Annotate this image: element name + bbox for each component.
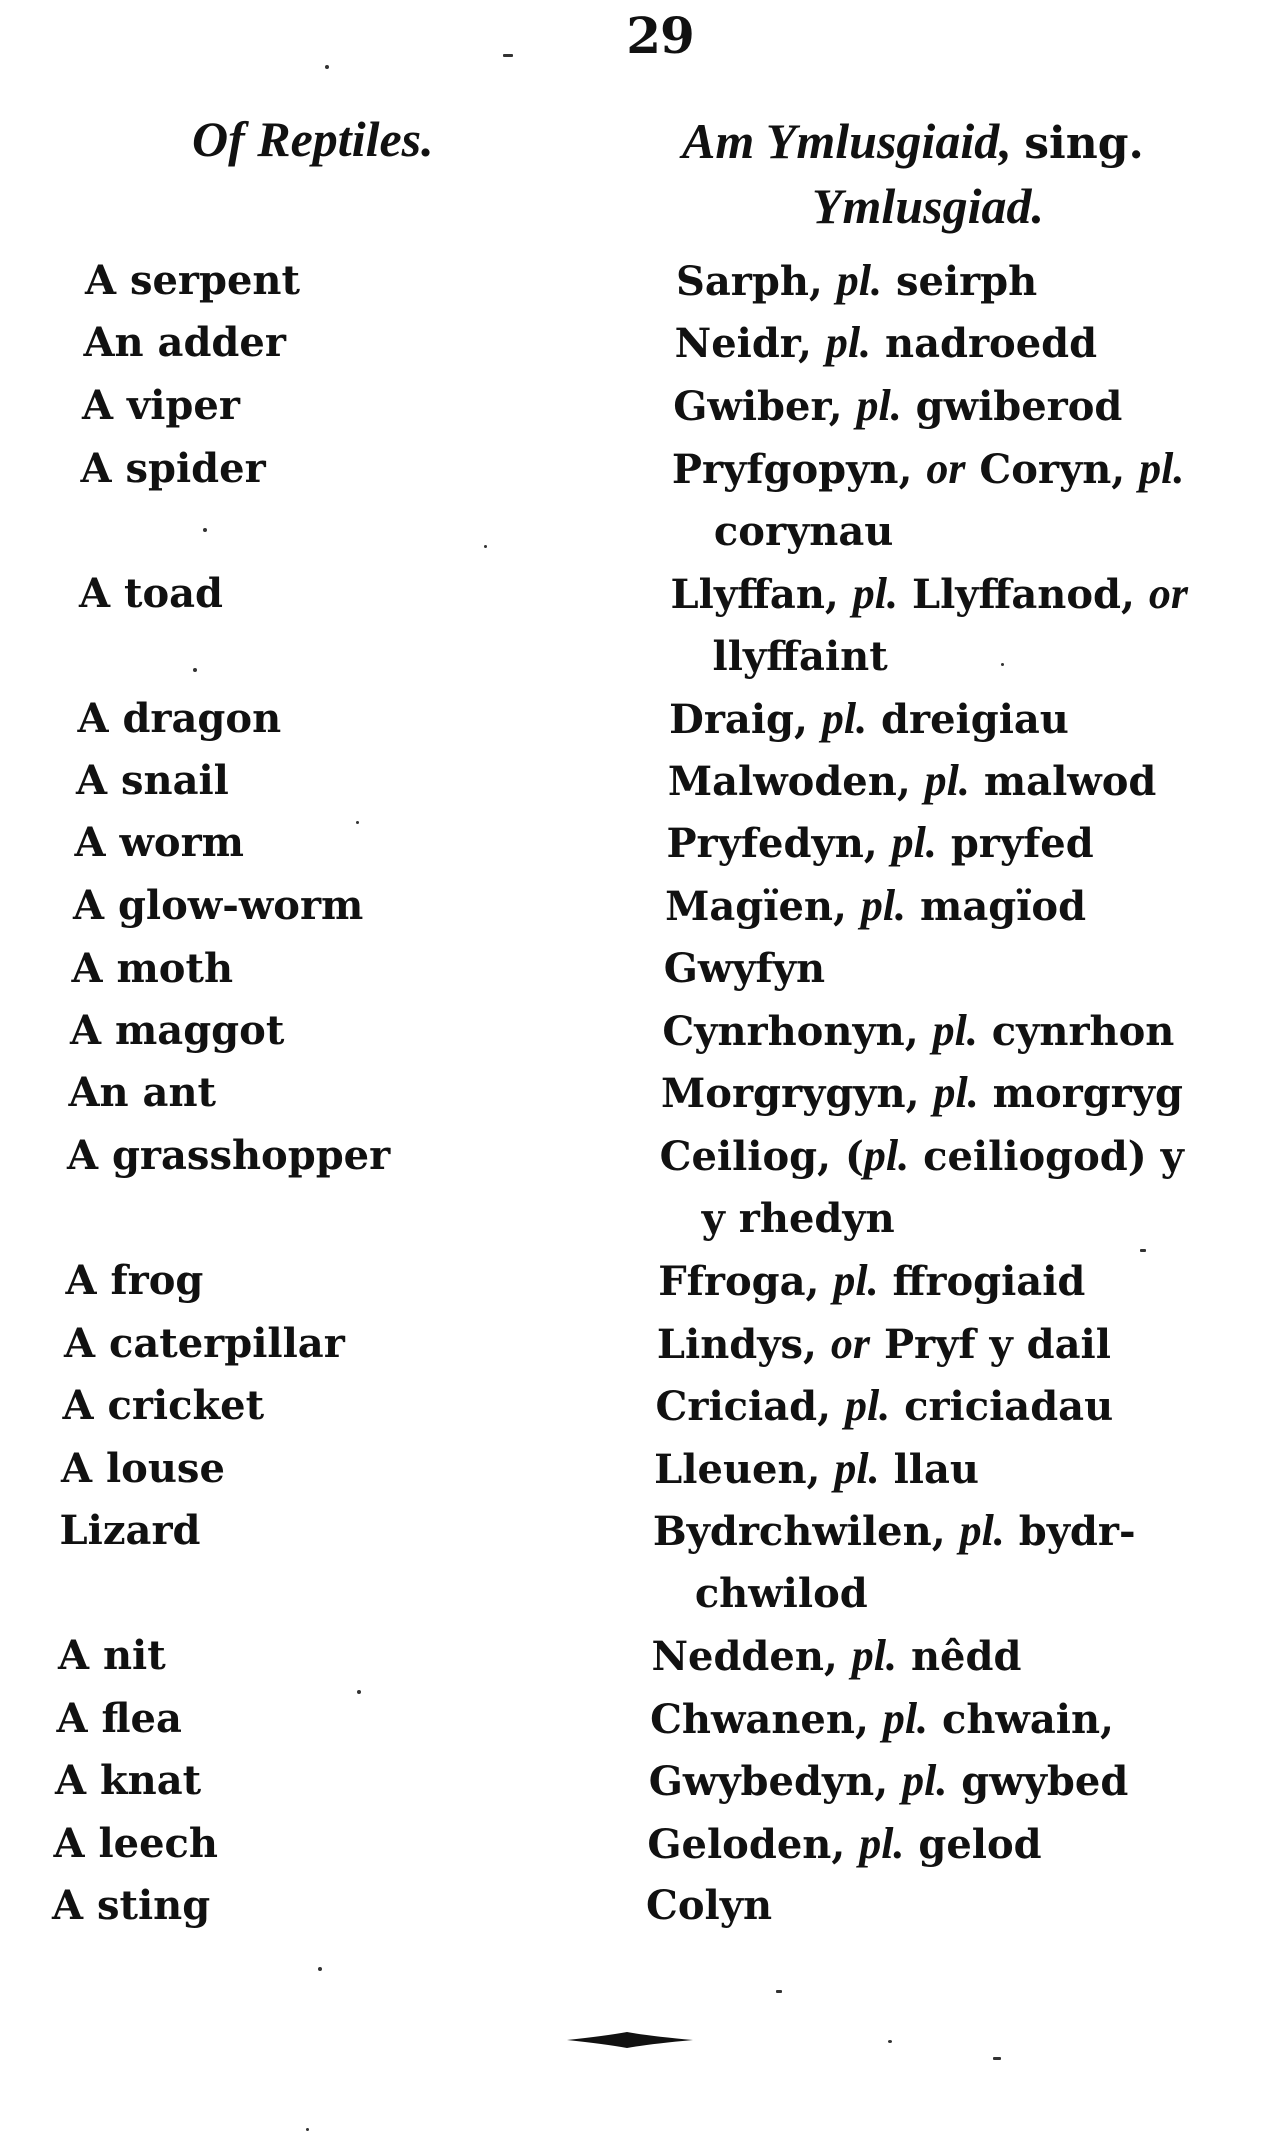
welsh-translation (668, 750, 1157, 813)
welsh-text: chwain, (928, 1696, 1114, 1743)
welsh-translation (669, 688, 1069, 751)
welsh-text: Geloden, (647, 1821, 860, 1868)
welsh-translation (661, 1062, 1183, 1125)
english-term: A dragon (77, 695, 282, 742)
english-term: A moth (71, 945, 234, 992)
print-speck (484, 545, 487, 548)
welsh-text: Llyffanod, (898, 571, 1149, 618)
english-term: A cricket (62, 1382, 265, 1429)
welsh-abbreviation: or (1148, 569, 1188, 618)
welsh-text: Criciad, (655, 1383, 845, 1430)
english-term: A grasshopper (67, 1132, 391, 1179)
english-term: A maggot (70, 1007, 285, 1054)
welsh-translation (657, 1313, 1111, 1376)
welsh-text: Ffroga, (658, 1258, 834, 1305)
english-term: A caterpillar (64, 1320, 345, 1367)
welsh-translation (665, 875, 1086, 938)
english-term: A serpent (85, 257, 300, 304)
english-term: A flea (56, 1695, 182, 1742)
welsh-text: Nedden, (651, 1633, 852, 1680)
print-speck (318, 1967, 322, 1971)
page-number: 29 (626, 6, 694, 65)
welsh-heading-title: Am Ymlusgiaid, (682, 113, 1012, 169)
print-speck (888, 2040, 892, 2043)
english-term: A glow-worm (73, 882, 364, 929)
welsh-text: Malwoden, (667, 758, 925, 805)
welsh-text: gwiberod (901, 383, 1123, 430)
welsh-abbreviation: pl. (932, 1006, 978, 1055)
welsh-text: Gwybedyn, (648, 1758, 903, 1805)
welsh-text: Neidr, (674, 320, 826, 367)
welsh-text: nadroedd (871, 320, 1098, 367)
welsh-translation (649, 1750, 1129, 1813)
welsh-translation (660, 1125, 1184, 1250)
welsh-abbreviation: pl. (902, 1756, 948, 1805)
welsh-text: llau (879, 1446, 979, 1493)
welsh-text: gwybed (947, 1758, 1129, 1805)
welsh-abbreviation: pl. (856, 381, 902, 430)
welsh-abbreviation: pl. (882, 1694, 929, 1743)
end-flourish-ornament (565, 2030, 695, 2050)
welsh-text: Cynrhonyn, (662, 1008, 933, 1055)
welsh-translation (646, 1875, 772, 1937)
welsh-translation (672, 438, 1184, 563)
welsh-translation (653, 1500, 1136, 1625)
welsh-continuation: y rhedyn (701, 1195, 895, 1242)
welsh-translation (647, 1813, 1041, 1876)
print-speck (1140, 1249, 1146, 1252)
welsh-text: Magïen, (665, 883, 861, 930)
welsh-text: malwod (969, 758, 1157, 805)
welsh-translation (658, 1250, 1085, 1313)
welsh-abbreviation: pl. (863, 1131, 910, 1180)
english-term: A viper (82, 382, 240, 429)
welsh-heading-singular: Ymlusgiad. (812, 178, 1044, 234)
welsh-text: Lleuen, (654, 1446, 835, 1493)
welsh-text: Gwiber, (673, 383, 857, 430)
welsh-text: Pryfgopyn, (671, 446, 927, 493)
welsh-translation (673, 375, 1122, 438)
welsh-text: Lindys, (656, 1321, 831, 1368)
welsh-translation (654, 1438, 979, 1501)
welsh-translation (662, 1000, 1174, 1063)
welsh-translation (675, 312, 1097, 375)
welsh-abbreviation: pl. (859, 1819, 905, 1868)
welsh-text: ffrogiaid (878, 1258, 1086, 1305)
welsh-abbreviation: pl. (1139, 444, 1185, 493)
print-speck (776, 1990, 782, 1993)
print-speck (993, 2057, 1001, 2060)
print-speck (193, 668, 197, 672)
english-term: An adder (83, 319, 286, 366)
welsh-text: Pryfedyn, (666, 820, 892, 867)
welsh-abbreviation: pl. (821, 694, 868, 743)
welsh-text: Coryn, (965, 446, 1140, 493)
english-term: A spider (80, 445, 266, 492)
welsh-translation (656, 1375, 1114, 1438)
section-heading-welsh (682, 110, 1222, 237)
welsh-abbreviation: pl. (851, 1631, 898, 1680)
welsh-continuation: chwilod (694, 1570, 868, 1617)
welsh-text: Bydrchwilen, (652, 1508, 960, 1555)
english-term: A worm (74, 819, 244, 866)
welsh-text: seirph (882, 258, 1038, 305)
welsh-abbreviation: pl. (836, 256, 883, 305)
print-speck (325, 65, 329, 69)
welsh-translation (651, 1625, 1021, 1688)
print-speck (306, 2128, 309, 2131)
welsh-continuation: corynau (713, 508, 894, 555)
welsh-abbreviation: pl. (933, 1068, 979, 1117)
english-term: Lizard (59, 1507, 201, 1554)
print-speck (503, 54, 513, 57)
section-heading-english: Of Reptiles. (192, 111, 434, 167)
welsh-text: Gwyfyn (663, 945, 826, 992)
english-term: A toad (79, 570, 224, 617)
welsh-abbreviation: pl. (833, 1256, 879, 1305)
welsh-text: magïod (906, 883, 1087, 930)
english-term: A nit (58, 1632, 166, 1679)
welsh-text: gelod (904, 1821, 1042, 1868)
welsh-continuation: llyffaint (712, 633, 888, 680)
print-speck (357, 1690, 361, 1694)
welsh-text: Pryf y dail (870, 1321, 1111, 1368)
english-term: A louse (61, 1445, 225, 1492)
welsh-text: Llyffan, (670, 571, 853, 618)
print-speck (1001, 663, 1004, 666)
welsh-text: dreigiau (867, 696, 1069, 743)
welsh-text: Colyn (646, 1882, 773, 1929)
welsh-abbreviation: pl. (834, 1444, 880, 1493)
welsh-abbreviation: or (926, 444, 966, 493)
welsh-text: Sarph, (676, 258, 837, 305)
welsh-abbreviation: pl. (825, 318, 872, 367)
welsh-abbreviation: pl. (959, 1506, 1005, 1555)
welsh-translation (671, 563, 1188, 688)
welsh-translation (676, 250, 1037, 313)
welsh-text: criciadau (890, 1383, 1114, 1430)
english-term: A sting (52, 1882, 211, 1929)
welsh-abbreviation: pl. (924, 756, 970, 805)
english-term: A knat (55, 1757, 202, 1804)
welsh-text: Morgrygyn, (661, 1070, 934, 1117)
welsh-text: ceiliogod) y (909, 1133, 1184, 1180)
english-term: A frog (65, 1257, 204, 1304)
welsh-abbreviation: or (830, 1319, 871, 1368)
welsh-text: cynrhon (977, 1008, 1175, 1055)
welsh-text: Draig, (669, 696, 822, 743)
welsh-text: pryfed (936, 820, 1094, 867)
welsh-abbreviation: pl. (860, 881, 907, 930)
welsh-translation (650, 1688, 1114, 1751)
welsh-text: nêdd (897, 1633, 1022, 1680)
welsh-heading-sing: sing. (1024, 118, 1144, 169)
english-term: A snail (76, 757, 229, 804)
welsh-abbreviation: pl. (852, 569, 899, 618)
welsh-text: Chwanen, (650, 1696, 883, 1743)
print-speck (356, 821, 359, 824)
welsh-text: bydr- (1004, 1508, 1136, 1555)
welsh-translation (664, 938, 825, 1000)
welsh-abbreviation: pl. (844, 1381, 891, 1430)
welsh-text: Ceiliog, ( (659, 1133, 864, 1180)
print-speck (203, 528, 207, 532)
english-term: An ant (68, 1069, 217, 1116)
welsh-translation (666, 812, 1093, 875)
welsh-abbreviation: pl. (891, 818, 937, 867)
english-term: A leech (53, 1820, 218, 1867)
welsh-text: morgryg (978, 1070, 1183, 1117)
